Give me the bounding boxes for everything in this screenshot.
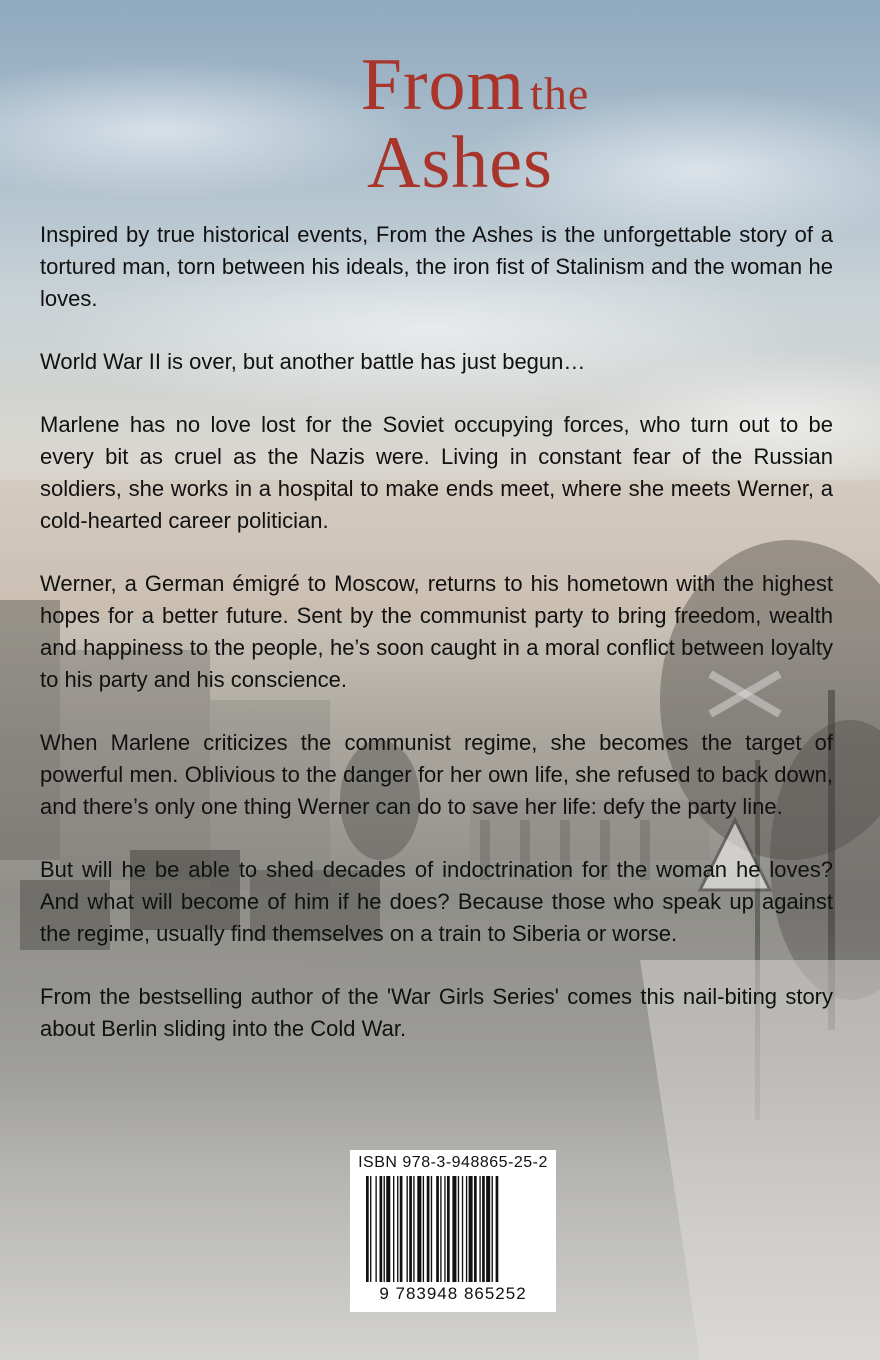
barcode-icon [364, 1176, 542, 1282]
book-title [0, 44, 880, 204]
title-word-ashes: Ashes [367, 122, 553, 204]
blurb-text [40, 219, 833, 1076]
blurb-paragraph-5: When Marlene criticizes the communist regime, she becomes the target of powerful men. Oblivious to the danger for her own life, she refused to back down, and there’s only one thing Werner can do to save her life: defy the party line. [40, 730, 833, 819]
blurb-paragraph-7: From the bestselling author of the 'War Girls Series' comes this nail-biting story about Berlin sliding into the Cold War. [40, 984, 833, 1041]
blurb-paragraph-4: Werner, a German émigré to Moscow, returns to his hometown with the highest hopes for a better future. Sent by the communist party to bring freedom, wealth and happiness to the people, he’s soon caught in a moral conflict between loyalty to his party and his conscience. [40, 571, 833, 692]
blurb-paragraph-3: Marlene has no love lost for the Soviet occupying forces, who turn out to be every bit as cruel as the Nazis were. Living in constant fear of the Russian soldiers, she works in a hospital to make ends meet, where she meets Werner, a cold-hearted career politician. [40, 412, 833, 533]
title-word-from: From [360, 44, 526, 126]
isbn-barcode-box [350, 1150, 556, 1312]
blurb-paragraph-1: Inspired by true historical events, From the Ashes is the unforgettable story of a tortured man, torn between his ideals, the iron fist of Stalinism and the woman he loves. [40, 222, 833, 311]
blurb-paragraph-6: But will he be able to shed decades of indoctrination for the woman he loves? And what will become of him if he does? Because those who speak up against the regime, usually find themselves on a train to Siberia or worse. [40, 857, 833, 946]
blurb-paragraph-2: World War II is over, but another battle has just begun… [40, 349, 586, 374]
barcode-digits: 9 783948 865252 [379, 1284, 527, 1303]
title-word-the: the [530, 68, 590, 119]
isbn-label: ISBN 978-3-948865-25-2 [358, 1154, 548, 1171]
